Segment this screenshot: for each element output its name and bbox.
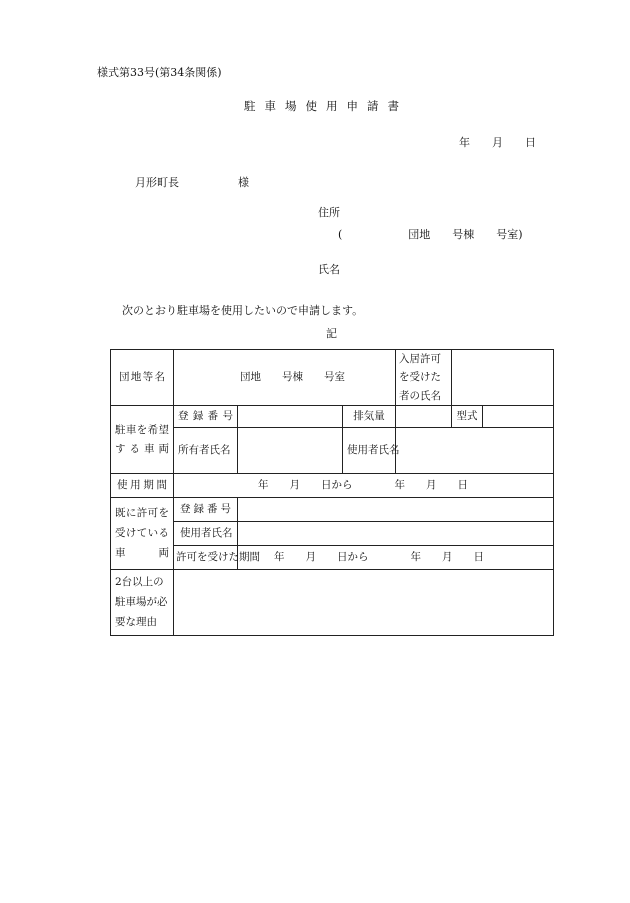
table-row <box>111 522 554 546</box>
form-title: 駐車場使用申請書 <box>244 99 408 113</box>
registration-number-field[interactable] <box>238 406 343 428</box>
resident-name-field[interactable] <box>452 350 554 406</box>
model-field[interactable] <box>483 406 554 428</box>
desired-vehicle-label: 駐車を希望する車両 <box>111 406 174 474</box>
table-row <box>111 406 554 428</box>
name-label: 氏名 <box>318 263 340 276</box>
owner-name-field[interactable] <box>238 428 343 474</box>
permitted-period-label: 許可を受けた期間 <box>174 546 238 570</box>
table-row <box>111 546 554 570</box>
user-name-label: 使用者氏名 <box>343 428 396 474</box>
permitted-period-field[interactable]: 年 月 日から 年 月 日 <box>238 546 554 570</box>
permitted-vehicle-label-line2: 受けている <box>115 526 169 539</box>
permitted-registration-field[interactable] <box>238 498 554 522</box>
reason-label: 2台以上の駐車場が必要な理由 <box>111 570 174 636</box>
displacement-label: 排気量 <box>343 406 396 428</box>
permitted-vehicle-label-line1: 既に許可を <box>115 506 169 519</box>
model-label: 型式 <box>452 406 483 428</box>
table-row <box>111 570 554 636</box>
table-row <box>111 428 554 474</box>
unit-cell[interactable]: 団地 号棟 号室 <box>174 350 396 406</box>
form-number: 様式第33号(第34条関係) <box>97 66 222 79</box>
permitted-user-field[interactable] <box>238 522 554 546</box>
resident-name-label: 入居許可を受けた者の氏名 <box>396 350 452 406</box>
permitted-vehicle-label <box>111 498 174 570</box>
displacement-field[interactable] <box>396 406 452 428</box>
user-name-field[interactable] <box>396 428 554 474</box>
addressee-name: 月形町長 <box>135 176 179 189</box>
table-row <box>111 474 554 498</box>
permitted-vehicle-label-line3: 車 両 <box>115 546 169 559</box>
date-line: 年 月 日 <box>459 136 536 149</box>
table-row <box>111 350 554 406</box>
owner-name-label: 所有者氏名 <box>174 428 238 474</box>
addressee-honorific: 様 <box>238 176 249 189</box>
ki-label: 記 <box>326 327 337 340</box>
table-row <box>111 498 554 522</box>
registration-number-label: 登録番号 <box>174 406 238 428</box>
reason-field[interactable] <box>174 570 554 636</box>
application-table <box>110 349 554 636</box>
usage-period-label: 使用期間 <box>111 474 174 498</box>
application-statement: 次のとおり駐車場を使用したいので申請します。 <box>122 304 364 317</box>
address-label: 住所 <box>318 206 340 219</box>
permitted-registration-label: 登録番号 <box>174 498 238 522</box>
permitted-user-label: 使用者氏名 <box>174 522 238 546</box>
complex-label: 団地等名 <box>111 350 174 406</box>
usage-period-field[interactable]: 年 月 日から 年 月 日 <box>174 474 554 498</box>
address-detail: ( 団地 号棟 号室) <box>338 228 523 241</box>
